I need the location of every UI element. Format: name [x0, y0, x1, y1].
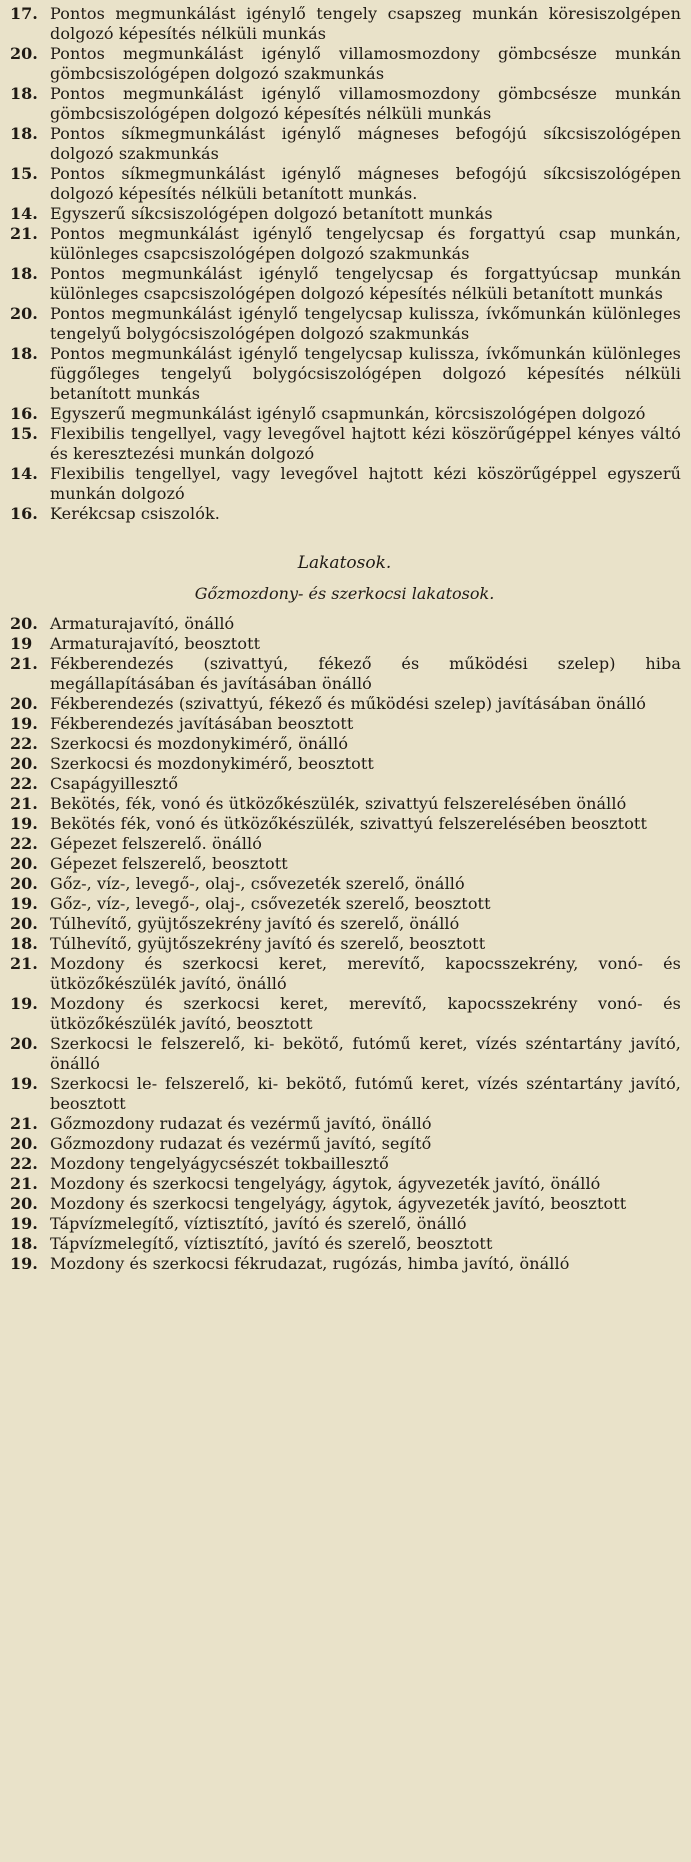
wage-grade-number: 16. — [10, 504, 38, 523]
wage-grade-number: 15. — [10, 424, 38, 443]
list-item — [8, 264, 681, 304]
wage-grade-number: 21. — [10, 954, 38, 973]
list-item — [8, 4, 681, 44]
wage-grade-number: 22. — [10, 1154, 38, 1173]
wage-grade-number: 20. — [10, 304, 38, 323]
list-item — [8, 634, 681, 654]
list-item — [8, 1074, 681, 1114]
wage-grade-number: 19. — [10, 894, 38, 913]
job-description: Csapágyillesztő — [50, 774, 179, 793]
wage-grade-number: 22. — [10, 734, 38, 753]
wage-grade-number: 21. — [10, 224, 38, 243]
job-description: Gépezet felszerelő. önálló — [50, 834, 262, 853]
job-description: Egyszerű síkcsiszológépen dolgozó betanított munkás — [50, 204, 493, 223]
section-title: Lakatosok. — [297, 553, 392, 573]
job-description: Kerékcsap csiszolók. — [50, 504, 220, 523]
job-description: Pontos síkmegmunkálást igénylő mágneses befogójú síkcsiszológépen dolgozó képesítés nélküli betanított munkás. — [50, 164, 681, 203]
job-description: Armaturajavító, beosztott — [50, 634, 261, 653]
list-item — [8, 424, 681, 464]
job-description: Flexibilis tengellyel, vagy levegővel hajtott kézi köszörűgéppel kényes váltó és keresztezési munkán dolgozó — [50, 424, 681, 463]
list-item — [8, 464, 681, 504]
job-description: Mozdony tengelyágycsészét tokbaillesztő — [50, 1154, 389, 1173]
list-item — [8, 1034, 681, 1074]
list-item — [8, 124, 681, 164]
list-item — [8, 794, 681, 814]
job-description: Tápvízmelegítő, víztisztító, javító és szerelő, beosztott — [50, 1234, 493, 1253]
list-item — [8, 44, 681, 84]
job-description: Mozdony és szerkocsi keret, merevítő, kapocsszekrény vonó- és ütközőkészülék javító, beosztott — [50, 994, 681, 1033]
wage-grade-number: 18. — [10, 934, 38, 953]
wage-grade-number: 20. — [10, 694, 38, 713]
list-item — [8, 954, 681, 994]
job-description: Szerkocsi és mozdonykimérő, beosztott — [50, 754, 374, 773]
wage-grade-number: 18. — [10, 1234, 38, 1253]
wage-grade-number: 20. — [10, 914, 38, 933]
wage-grade-number: 19. — [10, 1074, 38, 1093]
wage-grade-number: 21. — [10, 1174, 38, 1193]
list-item — [8, 84, 681, 124]
wage-grade-number: 22. — [10, 774, 38, 793]
job-description: Mozdony és szerkocsi tengelyágy, ágytok, ágyvezeték javító, önálló — [50, 1174, 601, 1193]
job-description: Pontos megmunkálást igénylő villamosmozdony gömbcsésze munkán gömbcsiszológépen dolgozó szakmunkás — [50, 44, 681, 83]
job-description: Pontos megmunkálást igénylő tengelycsap kulissza, ívkőmunkán különleges függőleges tengelyű bolygócsiszológépen dolgozó képesítés nélküli betanított munkás — [50, 344, 681, 403]
wage-grade-number: 22. — [10, 834, 38, 853]
wage-grade-number: 17. — [10, 4, 38, 23]
wage-grade-number: 14. — [10, 464, 38, 483]
wage-grade-number: 19. — [10, 994, 38, 1013]
job-description: Fékberendezés javításában beosztott — [50, 714, 354, 733]
job-description: Armaturajavító, önálló — [50, 614, 235, 633]
list-item — [8, 654, 681, 694]
wage-grade-number: 19. — [10, 714, 38, 733]
job-description: Gőz-, víz-, levegő-, olaj-, csővezeték szerelő, önálló — [50, 874, 465, 893]
job-description: Bekötés fék, vonó és ütközőkészülék, szivattyú felszerelésében beosztott — [50, 814, 647, 833]
job-description: Pontos megmunkálást igénylő tengelycsap és forgattyúcsap munkán különleges csapcsiszológépen dolgozó képesítés nélküli betanított munkás — [50, 264, 681, 303]
list-item — [8, 914, 681, 934]
wage-grade-number: 18. — [10, 124, 38, 143]
job-description: Fékberendezés (szivattyú, fékező és működési szelep) hiba megállapításában és javításában önálló — [50, 654, 681, 693]
list-item — [8, 1154, 681, 1174]
list-item — [8, 1254, 681, 1274]
job-description: Gőz-, víz-, levegő-, olaj-, csővezeték szerelő, beosztott — [50, 894, 491, 913]
job-description: Bekötés, fék, vonó és ütközőkészülék, szivattyú felszerelésében önálló — [50, 794, 627, 813]
wage-grade-number: 18. — [10, 84, 38, 103]
list-item — [8, 164, 681, 204]
wage-grade-number: 20. — [10, 44, 38, 63]
list-item — [8, 614, 681, 634]
wage-grade-number: 18. — [10, 344, 38, 363]
wage-grade-number: 20. — [10, 1134, 38, 1153]
wage-grade-number: 20. — [10, 1194, 38, 1213]
list-item — [8, 1134, 681, 1154]
job-description: Pontos megmunkálást igénylő tengelycsap kulissza, ívkőmunkán különleges tengelyű bolygócsiszológépen dolgozó szakmunkás — [50, 304, 681, 343]
list-item — [8, 734, 681, 754]
job-description: Mozdony és szerkocsi keret, merevítő, kapocsszekrény, vonó- és ütközőkészülék javító, önálló — [50, 954, 681, 993]
wage-grade-number: 20. — [10, 854, 38, 873]
list-item — [8, 854, 681, 874]
job-description: Túlhevítő, gyüjtőszekrény javító és szerelő, önálló — [50, 914, 460, 933]
job-description: Flexibilis tengellyel, vagy levegővel hajtott kézi köszörűgéppel egyszerű munkán dolgozó — [50, 464, 681, 503]
job-description: Mozdony és szerkocsi fékrudazat, rugózás, himba javító, önálló — [50, 1254, 570, 1273]
wage-grade-number: 21. — [10, 1114, 38, 1133]
wage-grade-number: 21. — [10, 654, 38, 673]
job-description: Pontos síkmegmunkálást igénylő mágneses befogójú síkcsiszológépen dolgozó szakmunkás — [50, 124, 681, 163]
job-description: Gőzmozdony rudazat és vezérmű javító, segítő — [50, 1134, 432, 1153]
wage-grade-number: 20. — [10, 754, 38, 773]
list-item — [8, 1174, 681, 1194]
list-item — [8, 834, 681, 854]
list-item — [8, 814, 681, 834]
wage-grade-number: 15. — [10, 164, 38, 183]
list-item — [8, 1114, 681, 1134]
wage-grade-number: 18. — [10, 264, 38, 283]
list-item — [8, 754, 681, 774]
job-description: Szerkocsi és mozdonykimérő, önálló — [50, 734, 349, 753]
wage-grade-number: 19. — [10, 814, 38, 833]
list-item — [8, 894, 681, 914]
wage-grade-number: 21. — [10, 794, 38, 813]
list-item — [8, 1234, 681, 1254]
wage-grade-number: 19. — [10, 1214, 38, 1233]
job-description: Szerkocsi le felszerelő, ki- bekötő, futómű keret, vízés széntartány javító, önálló — [50, 1034, 681, 1073]
list-item — [8, 1214, 681, 1234]
wage-grade-number: 19 — [10, 634, 33, 653]
job-description: Gőzmozdony rudazat és vezérmű javító, önálló — [50, 1114, 432, 1133]
job-description: Túlhevítő, gyüjtőszekrény javító és szerelő, beosztott — [50, 934, 486, 953]
list-item — [8, 344, 681, 404]
list-item — [8, 304, 681, 344]
job-description: Egyszerű megmunkálást igénylő csapmunkán, körcsiszológépen dolgozó — [50, 404, 646, 423]
list-item — [8, 874, 681, 894]
list-item — [8, 994, 681, 1034]
list-item — [8, 774, 681, 794]
list-item — [8, 224, 681, 264]
job-description: Pontos megmunkálást igénylő villamosmozdony gömbcsésze munkán gömbcsiszológépen dolgozó képesítés nélküli munkás — [50, 84, 681, 123]
list-item — [8, 934, 681, 954]
list-item — [8, 1194, 681, 1214]
wage-grade-number: 16. — [10, 404, 38, 423]
job-description: Gépezet felszerelő, beosztott — [50, 854, 288, 873]
job-description: Szerkocsi le- felszerelő, ki- bekötő, futómű keret, vízés széntartány javító, beosztott — [50, 1074, 681, 1113]
job-description: Mozdony és szerkocsi tengelyágy, ágytok, ágyvezeték javító, beosztott — [50, 1194, 627, 1213]
list-item — [8, 714, 681, 734]
job-description: Fékberendezés (szivattyú, fékező és működési szelep) javításában önálló — [50, 694, 647, 713]
list-item — [8, 404, 681, 424]
list-item — [8, 504, 681, 524]
job-list-grinding — [8, 4, 681, 524]
list-item — [8, 204, 681, 224]
job-list-locksmiths — [8, 614, 681, 1274]
job-description: Pontos megmunkálást igénylő tengely csapszeg munkán köresiszolgépen dolgozó képesítés nélküli munkás — [50, 4, 681, 43]
section-subtitle: Gőzmozdony- és szerkocsi lakatosok. — [194, 584, 495, 603]
wage-grade-number: 20. — [10, 614, 38, 633]
list-item — [8, 694, 681, 714]
job-description: Pontos megmunkálást igénylő tengelycsap és forgattyú csap munkán, különleges csapcsiszológépen dolgozó szakmunkás — [50, 224, 681, 263]
wage-grade-number: 19. — [10, 1254, 38, 1273]
wage-grade-number: 14. — [10, 204, 38, 223]
wage-grade-number: 20. — [10, 874, 38, 893]
wage-grade-number: 20. — [10, 1034, 38, 1053]
job-description: Tápvízmelegítő, víztisztító, javító és szerelő, önálló — [50, 1214, 467, 1233]
